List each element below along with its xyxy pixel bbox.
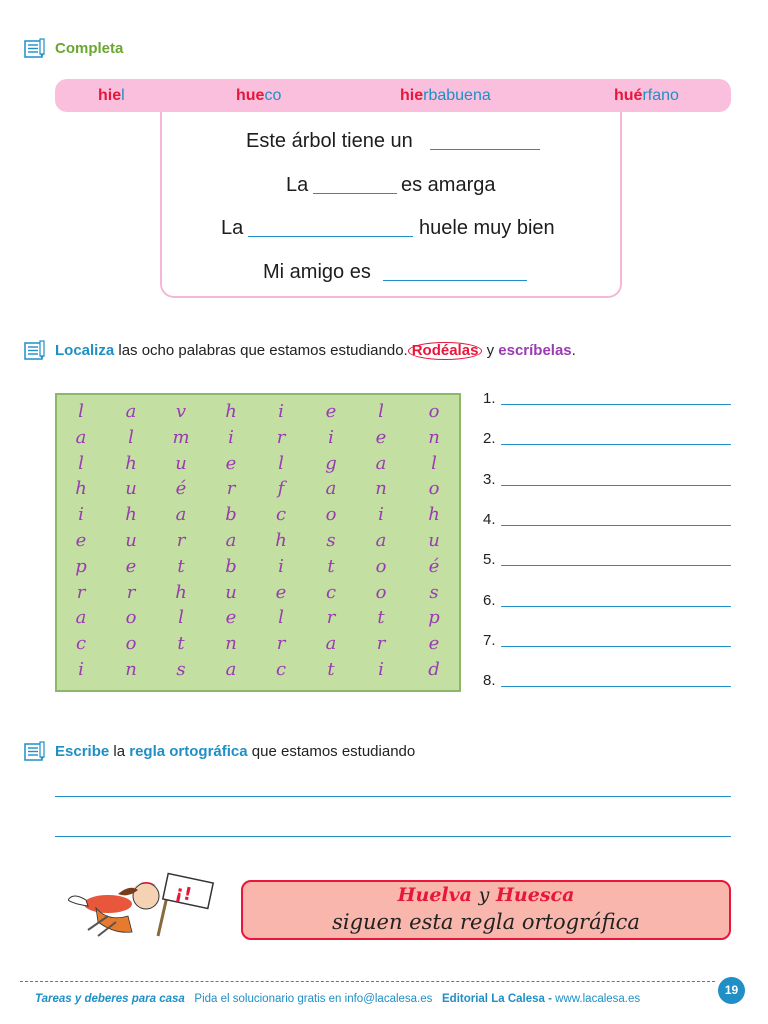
footer-editorial: Editorial La Calesa - xyxy=(442,993,552,1005)
keyword-escribelas: escríbelas xyxy=(498,342,572,359)
answer-number: 5. xyxy=(483,551,496,569)
section-instructions-localiza xyxy=(55,342,576,360)
grid-letter[interactable]: h xyxy=(125,452,137,474)
grid-letter[interactable]: e xyxy=(275,581,287,603)
writing-line-2[interactable] xyxy=(55,836,731,837)
grid-letter[interactable]: r xyxy=(276,426,286,448)
grid-letter[interactable]: l xyxy=(278,452,284,474)
grid-letter[interactable]: n xyxy=(375,478,387,500)
grid-letter[interactable]: c xyxy=(275,659,287,680)
grid-letter[interactable]: t xyxy=(327,659,335,680)
exercise-pencil-icon xyxy=(24,340,46,360)
grid-letter[interactable]: r xyxy=(376,633,386,655)
grid-letter[interactable]: h xyxy=(225,401,237,422)
answer-line[interactable] xyxy=(501,444,731,445)
blank-4[interactable] xyxy=(383,280,527,281)
grid-letter[interactable]: e xyxy=(325,401,337,422)
grid-letter[interactable]: a xyxy=(175,504,187,526)
grid-letter[interactable]: c xyxy=(325,581,337,603)
grid-letter[interactable]: a xyxy=(75,426,87,448)
grid-letter[interactable]: p xyxy=(75,555,87,577)
grid-letter[interactable]: a xyxy=(375,530,387,551)
grid-letter[interactable]: i xyxy=(278,401,284,422)
grid-letter[interactable]: o xyxy=(375,581,387,603)
grid-letter[interactable]: i xyxy=(78,659,84,680)
sentence-1: Este árbol tiene un xyxy=(246,130,413,152)
grid-letter[interactable]: s xyxy=(429,581,439,603)
grid-letter[interactable]: c xyxy=(275,504,287,526)
grid-letter[interactable]: e xyxy=(375,426,387,448)
answer-number: 1. xyxy=(483,390,496,407)
grid-letter[interactable]: o xyxy=(428,401,440,422)
grid-letter[interactable]: t xyxy=(177,555,185,577)
grid-letter[interactable]: a xyxy=(225,530,237,551)
answer-number: 8. xyxy=(483,672,496,690)
grid-letter[interactable]: d xyxy=(428,659,440,680)
grid-letter[interactable]: r xyxy=(176,530,186,551)
grid-letter[interactable]: a xyxy=(375,452,387,474)
grid-letter[interactable]: i xyxy=(378,659,384,680)
grid-letter[interactable]: t xyxy=(327,555,335,577)
answer-line[interactable] xyxy=(501,606,731,607)
grid-letter[interactable]: f xyxy=(277,478,285,500)
sentence-3-end: huele muy bien xyxy=(419,217,555,239)
sentence-2-end: es amarga xyxy=(401,174,496,196)
banner-rule-text: siguen esta regla ortográfica xyxy=(332,910,640,934)
banner-cities xyxy=(243,884,729,906)
circled-word-rodealas: Rodéalas xyxy=(408,342,483,360)
grid-letter[interactable]: u xyxy=(125,478,137,500)
rule-banner xyxy=(241,880,731,940)
grid-letter[interactable]: s xyxy=(176,659,186,680)
grid-letter[interactable]: l xyxy=(431,452,437,474)
grid-letter[interactable]: o xyxy=(428,478,440,500)
sentence-4: Mi amigo es xyxy=(263,261,371,283)
svg-text:¡!: ¡! xyxy=(173,881,194,906)
grid-letter[interactable]: u xyxy=(225,581,237,603)
exercise-pencil-icon xyxy=(24,38,46,58)
grid-letter[interactable]: e xyxy=(125,555,137,577)
answer-line[interactable] xyxy=(501,485,731,486)
grid-letter[interactable]: l xyxy=(278,607,284,629)
grid-letter[interactable]: a xyxy=(325,478,337,500)
answer-line[interactable] xyxy=(501,686,731,687)
blank-1[interactable] xyxy=(430,149,540,150)
instruction-text: las ocho palabras que estamos estudiando. xyxy=(118,342,408,359)
grid-letter[interactable]: a xyxy=(125,401,137,422)
grid-letter[interactable]: l xyxy=(128,426,134,448)
grid-letter[interactable]: l xyxy=(78,401,84,422)
grid-letter[interactable]: i xyxy=(228,426,234,448)
answer-line[interactable] xyxy=(501,646,731,647)
keyword-escribe: Escribe xyxy=(55,743,110,760)
grid-letter[interactable]: v xyxy=(175,401,187,422)
word-huerfano: huérfano xyxy=(614,87,679,104)
grid-letter[interactable]: r xyxy=(326,607,336,629)
grid-letter[interactable]: o xyxy=(375,555,387,577)
grid-letter[interactable]: a xyxy=(325,633,337,655)
grid-letter[interactable]: l xyxy=(178,607,184,629)
grid-letter[interactable]: r xyxy=(276,633,286,655)
grid-letter[interactable]: o xyxy=(125,633,137,655)
grid-letter[interactable]: u xyxy=(175,452,187,474)
grid-letter[interactable]: h xyxy=(428,504,440,526)
grid-letter[interactable]: b xyxy=(225,555,237,577)
grid-letter[interactable]: r xyxy=(126,581,136,603)
word-hierbabuena: hierbabuena xyxy=(400,87,491,104)
grid-letter[interactable]: u xyxy=(125,530,137,551)
grid-letter[interactable]: o xyxy=(325,504,337,526)
sentence-2-start: La xyxy=(286,174,309,196)
grid-letter[interactable]: u xyxy=(428,530,440,551)
grid-letter[interactable]: h xyxy=(275,530,287,551)
text-que-estamos: que estamos estudiando xyxy=(251,743,416,760)
answer-line[interactable] xyxy=(501,565,731,566)
grid-letter[interactable]: r xyxy=(76,581,86,603)
footer-website-link[interactable]: www.lacalesa.es xyxy=(555,993,641,1005)
sentence-3-start: La xyxy=(221,217,244,239)
grid-letter[interactable]: t xyxy=(177,633,185,655)
keyword-localiza: Localiza xyxy=(55,342,115,359)
exercise-pencil-icon xyxy=(24,741,46,761)
grid-letter[interactable]: n xyxy=(125,659,137,680)
grid-letter[interactable]: t xyxy=(377,607,385,629)
grid-letter[interactable]: m xyxy=(172,426,190,448)
grid-letter[interactable]: h xyxy=(125,504,137,526)
word-search-grid[interactable] xyxy=(55,393,461,692)
grid-letter[interactable]: h xyxy=(75,478,87,500)
answer-number: 3. xyxy=(483,470,496,488)
grid-letter[interactable]: i xyxy=(78,504,84,526)
blank-3[interactable] xyxy=(248,236,413,237)
footer-solucionario: Pida el solucionario gratis en info@lacalesa.es xyxy=(194,993,433,1005)
footer xyxy=(35,993,640,1005)
grid-letter[interactable]: c xyxy=(75,633,87,655)
city-huelva: Huelva xyxy=(397,884,472,906)
city-huesca: Huesca xyxy=(495,884,575,906)
word-hueco: hueco xyxy=(236,87,282,104)
answer-number: 6. xyxy=(483,591,496,609)
answer-line[interactable] xyxy=(501,404,731,405)
grid-letter[interactable]: a xyxy=(75,607,87,629)
word-hiel: hiel xyxy=(98,87,125,104)
grid-letter[interactable]: p xyxy=(428,607,440,629)
answer-number: 4. xyxy=(483,510,496,528)
grid-letter[interactable]: o xyxy=(125,607,137,629)
grid-letter[interactable]: e xyxy=(75,530,87,551)
grid-letter[interactable]: b xyxy=(225,504,237,526)
connector-y: y xyxy=(486,342,495,359)
grid-letter[interactable]: e xyxy=(225,452,237,474)
grid-letter[interactable]: i xyxy=(378,504,384,526)
section-instructions-escribe xyxy=(55,743,415,760)
keyword-regla-ortografica: regla ortográfica xyxy=(129,743,248,760)
grid-letter[interactable]: i xyxy=(328,426,334,448)
grid-letter[interactable]: s xyxy=(326,530,336,551)
grid-letter[interactable]: e xyxy=(428,633,440,655)
writing-line-1[interactable] xyxy=(55,796,731,797)
section-title-completa: Completa xyxy=(55,40,124,57)
footer-divider xyxy=(20,981,715,982)
grid-letter[interactable]: r xyxy=(226,478,236,500)
grid-letter[interactable]: é xyxy=(428,555,440,577)
girl-with-sign-illustration xyxy=(68,872,220,942)
answer-line[interactable] xyxy=(501,525,731,526)
grid-letter[interactable]: e xyxy=(225,607,237,629)
blank-2[interactable] xyxy=(313,193,397,194)
grid-letter[interactable]: n xyxy=(428,426,440,448)
grid-letter[interactable]: é xyxy=(175,478,187,500)
page-number: 19 xyxy=(718,977,745,1004)
answer-number: 7. xyxy=(483,631,496,649)
grid-letter[interactable]: l xyxy=(378,401,384,422)
period: . xyxy=(571,342,576,359)
grid-letter[interactable]: n xyxy=(225,633,237,655)
grid-letter[interactable]: i xyxy=(278,555,284,577)
answer-number: 2. xyxy=(483,430,496,448)
grid-letter[interactable]: g xyxy=(325,452,337,474)
text-la: la xyxy=(113,743,126,760)
grid-letter[interactable]: h xyxy=(175,581,187,603)
grid-letter[interactable]: a xyxy=(225,659,237,680)
footer-tareas: Tareas y deberes para casa xyxy=(35,993,185,1005)
grid-letter[interactable]: l xyxy=(78,452,84,474)
word-bank xyxy=(55,79,731,112)
banner-connector: y xyxy=(478,884,490,906)
